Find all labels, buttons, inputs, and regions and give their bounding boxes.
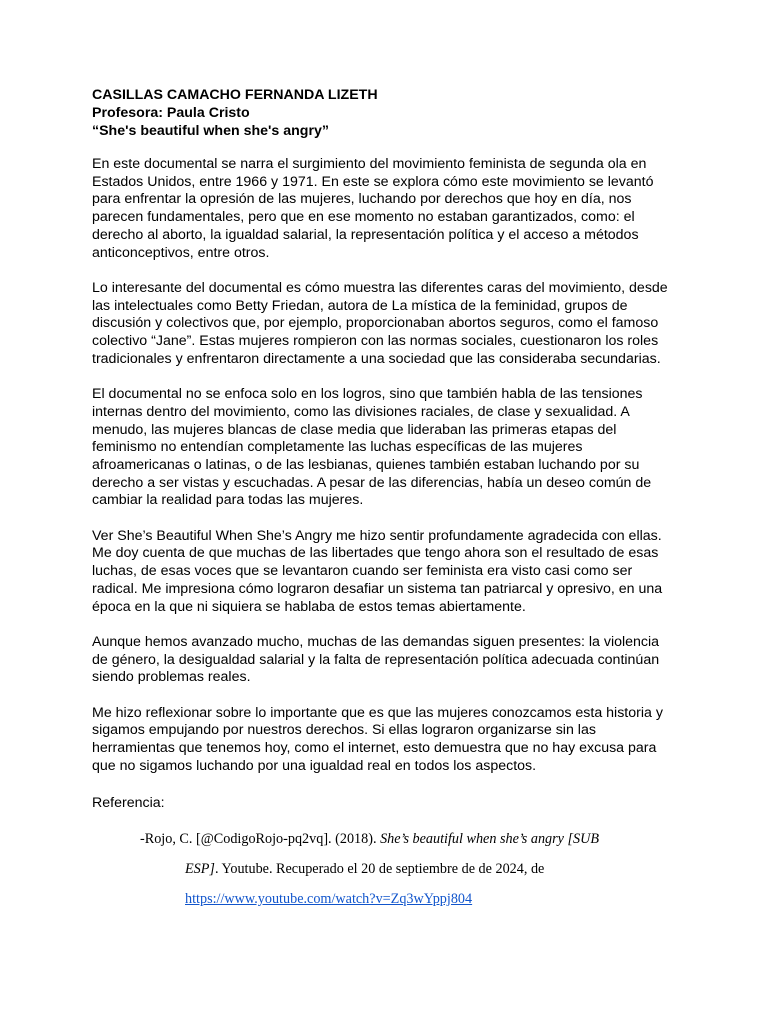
paragraph: Lo interesante del documental es cómo muestra las diferentes caras del movimiento, desde las intelectuales como Betty Friedan, autora de La mística de la feminidad, grupos de discusión y colectivos que, por ejemplo, proporcionaban abortos seguros, como el famoso colectivo “Jane”. Estas mujeres rompieron con las normas sociales, cuestionaron los roles tradicionales y enfrentaron directamente a una sociedad que las consideraba secundarias. — [92, 279, 668, 367]
reference-citation — [140, 824, 680, 914]
citation-line — [140, 824, 680, 854]
document-title: “She's beautiful when she's angry” — [92, 123, 329, 139]
paragraph: Ver She’s Beautiful When She’s Angry me hizo sentir profundamente agradecida con ellas. Me doy cuenta de que muchas de las libertades que tengo ahora son el resultado de esas luchas, de esas voces que se levantaron cuando ser feminista era visto casi como ser radical. Me impresiona cómo lograron desafiar un sistema tan patriarcal y opresivo, en una época en la que ni siquiera se hablaba de estos temas abiertamente. — [92, 527, 663, 615]
paragraph: Me hizo reflexionar sobre lo importante que es que las mujeres conozcamos esta historia y sigamos empujando por nuestros derechos. Si ellas lograron organizarse sin las herramientas que tenemos hoy, como el internet, esto demuestra que no hay excusa para que no sigamos luchando por una igualdad real en todos los aspectos. — [92, 704, 663, 774]
paragraph: El documental no se enfoca solo en los logros, sino que también habla de las tensiones internas dentro del movimiento, como las divisiones raciales, de clase y sexualidad. A menudo, las mujeres blancas de clase media que lideraban las primeras etapas del feminismo no entendían completamente las luchas específicas de las mujeres afroamericanas o latinas, o de las lesbianas, quienes también estaban luchando por su derecho a ser vistas y escuchadas. A pesar de las diferencias, había un deseo común de cambiar la realidad para todas las mujeres. — [92, 386, 652, 509]
document-header — [92, 86, 378, 140]
paragraph: En este documental se narra el surgimiento del movimiento feminista de segunda ola en Estados Unidos, entre 1966 y 1971. En este se explora cómo este movimiento se levantó para enfrentar la opresión de las mujeres, luchando por derechos que hoy en día, nos parecen fundamentales, pero que en ese momento no estaban garantizados, como: el derecho al aborto, la igualdad salarial, la representación política y el acceso a métodos anticonceptivos, entre otros. — [92, 156, 654, 261]
reference-label: Referencia: — [92, 795, 165, 811]
citation-authors: -Rojo, C. [@CodigoRojo-pq2vq]. (2018). — [140, 831, 381, 847]
citation-line — [140, 884, 680, 914]
author-name: CASILLAS CAMACHO FERNANDA LIZETH — [92, 87, 378, 103]
citation-title-end: ESP] — [185, 861, 215, 877]
citation-source: . Youtube. Recuperado el 20 de septiembre de de 2024, de — [214, 861, 545, 877]
citation-link[interactable]: https://www.youtube.com/watch?v=Zq3wYppj804 — [185, 891, 473, 907]
paragraph: Aunque hemos avanzado mucho, muchas de las demandas siguen presentes: la violencia de género, la desigualdad salarial y la falta de representación política adecuada continúan siendo problemas reales. — [92, 633, 660, 686]
document-body — [92, 156, 677, 793]
citation-title: She’s beautiful when she’s angry [SUB — [380, 831, 600, 847]
professor-name: Profesora: Paula Cristo — [92, 105, 250, 121]
citation-line — [140, 854, 680, 884]
